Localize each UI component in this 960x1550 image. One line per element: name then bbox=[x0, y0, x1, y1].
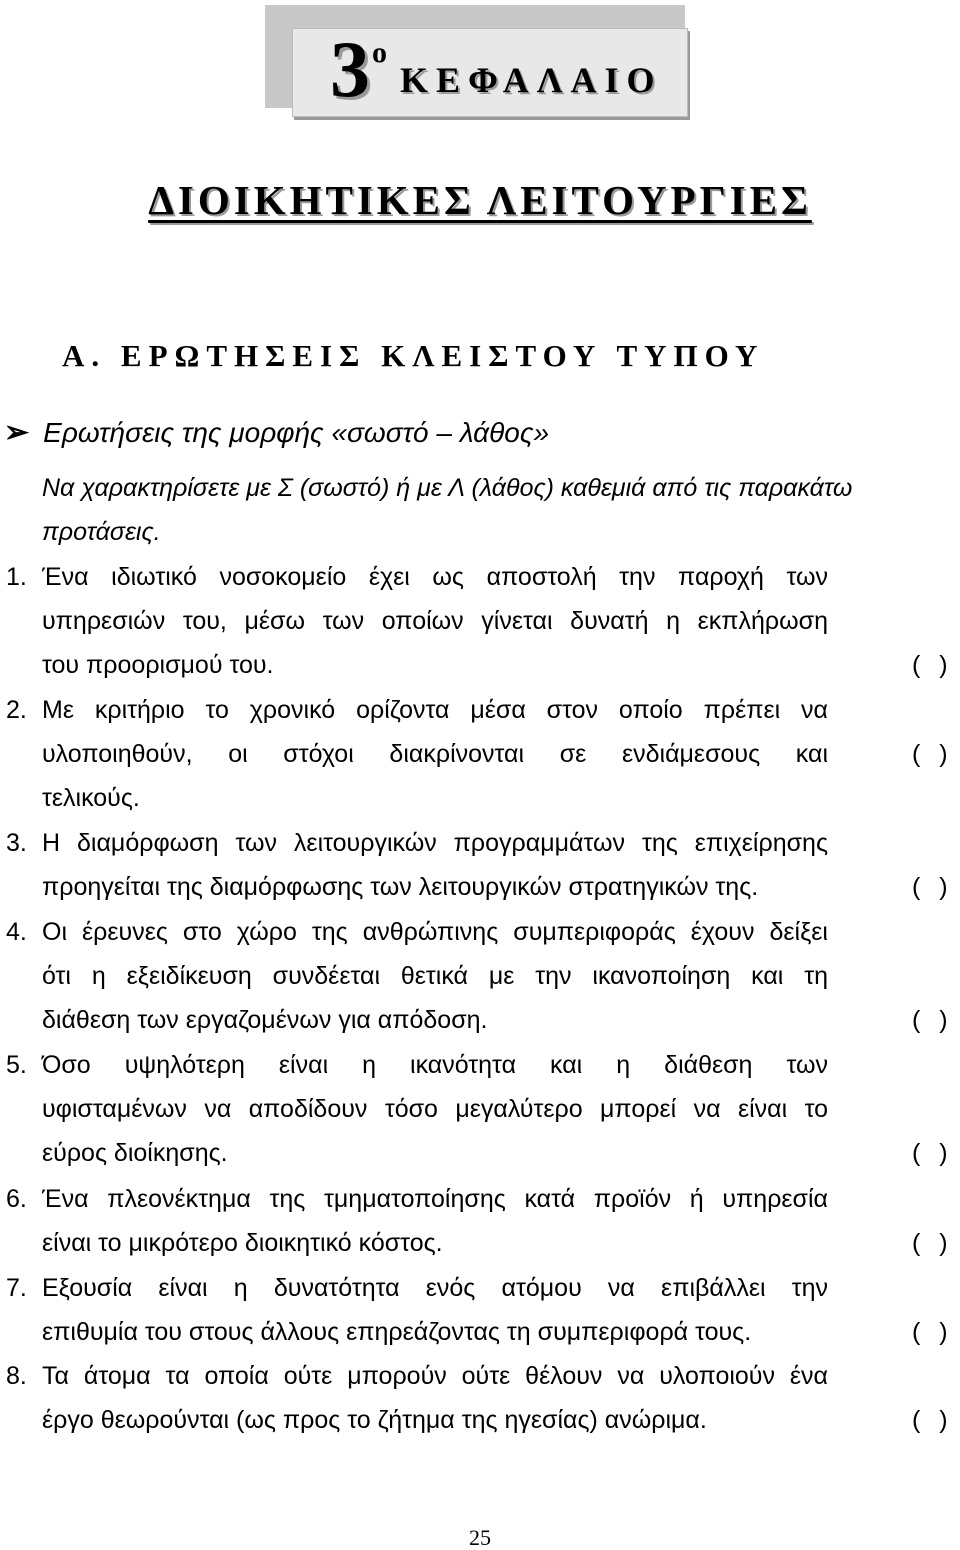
page-number: 25 bbox=[469, 1525, 491, 1550]
question-2-line-2: υλοποιηθούν, οι στόχοι διακρίνονται σε ενδιάμεσους και bbox=[42, 740, 828, 768]
question-5-line-2: υφισταμένων να αποδίδουν τόσο μεγαλύτερο μπορεί να είναι το bbox=[42, 1095, 828, 1123]
subsection-heading bbox=[4, 418, 549, 448]
question-1-line-2: υπηρεσιών του, μέσω των οποίων γίνεται δυνατή η εκπλήρωση bbox=[42, 607, 828, 635]
question-number-8: 8. bbox=[6, 1362, 27, 1390]
question-number-6: 6. bbox=[6, 1185, 27, 1213]
instructions-line-2: προτάσεις. bbox=[42, 518, 161, 546]
question-number-3: 3. bbox=[6, 829, 27, 857]
question-4-line-1: Οι έρευνες στο χώρο της ανθρώπινης συμπεριφοράς έχουν δείξει bbox=[42, 918, 828, 946]
question-4-line-2: ότι η εξειδίκευση συνδέεται θετικά με την ικανοποίηση και τη bbox=[42, 962, 828, 990]
question-2-line-1: Με κριτήριο το χρονικό ορίζοντα μέσα στον οποίο πρέπει να bbox=[42, 696, 828, 724]
answer-box-1[interactable]: ( ) bbox=[912, 651, 948, 679]
question-1-line-3: του προορισμού του. bbox=[42, 651, 274, 679]
question-3-line-2: προηγείται της διαμόρφωσης των λειτουργικών στρατηγικών της. bbox=[42, 873, 759, 901]
subsection-label: Ερωτήσεις της μορφής «σωστό – λάθος» bbox=[43, 417, 550, 448]
answer-box-6[interactable]: ( ) bbox=[912, 1229, 948, 1257]
question-1-line-1: Ένα ιδιωτικό νοσοκομείο έχει ως αποστολή την παροχή των bbox=[42, 563, 828, 591]
answer-box-3[interactable]: ( ) bbox=[912, 873, 948, 901]
chapter-title: ΔΙΟΙΚΗΤΙΚΕΣ ΛΕΙΤΟΥΡΓΙΕΣ bbox=[148, 177, 812, 223]
answer-box-8[interactable]: ( ) bbox=[912, 1406, 948, 1434]
question-8-line-2: έργο θεωρούνται (ως προς το ζήτημα της ηγεσίας) ανώριμα. bbox=[42, 1406, 707, 1434]
chapter-number-superscript: ο bbox=[372, 36, 387, 69]
answer-box-7[interactable]: ( ) bbox=[912, 1318, 948, 1346]
section-title: Α. ΕΡΩΤΗΣΕΙΣ ΚΛΕΙΣΤΟΥ ΤΥΠΟΥ bbox=[62, 338, 765, 373]
arrow-bullet-icon: ➢ bbox=[4, 416, 30, 449]
question-number-5: 5. bbox=[6, 1051, 27, 1079]
question-2-line-3: τελικούς. bbox=[42, 784, 140, 812]
instructions-line-1: Να χαρακτηρίσετε με Σ (σωστό) ή με Λ (λάθος) καθεμιά από τις παρακάτω bbox=[42, 474, 853, 502]
question-8-line-1: Τα άτομα τα οποία ούτε μπορούν ούτε θέλουν να υλοποιούν ένα bbox=[42, 1362, 828, 1390]
question-6-line-1: Ένα πλεονέκτημα της τμηματοποίησης κατά προϊόν ή υπηρεσία bbox=[42, 1185, 828, 1213]
question-number-7: 7. bbox=[6, 1274, 27, 1302]
question-number-2: 2. bbox=[6, 696, 27, 724]
answer-box-4[interactable]: ( ) bbox=[912, 1006, 948, 1034]
question-4-line-3: διάθεση των εργαζομένων για απόδοση. bbox=[42, 1006, 488, 1034]
question-3-line-1: Η διαμόρφωση των λειτουργικών προγραμμάτων της επιχείρησης bbox=[42, 829, 828, 857]
question-5-line-3: εύρος διοίκησης. bbox=[42, 1139, 228, 1167]
question-7-line-2: επιθυμία του στους άλλους επηρεάζοντας τη συμπεριφορά τους. bbox=[42, 1318, 752, 1346]
question-6-line-2: είναι το μικρότερο διοικητικό κόστος. bbox=[42, 1229, 443, 1257]
answer-box-5[interactable]: ( ) bbox=[912, 1139, 948, 1167]
chapter-word: ΚΕΦΑΛΑΙΟ bbox=[400, 60, 663, 100]
question-5-line-1: Όσο υψηλότερη είναι η ικανότητα και η διάθεση των bbox=[42, 1051, 828, 1079]
chapter-number: 3 bbox=[330, 26, 370, 114]
question-number-1: 1. bbox=[6, 563, 27, 591]
answer-box-2[interactable]: ( ) bbox=[912, 740, 948, 768]
question-number-4: 4. bbox=[6, 918, 27, 946]
question-7-line-1: Εξουσία είναι η δυνατότητα ενός ατόμου να επιβάλλει την bbox=[42, 1274, 828, 1302]
